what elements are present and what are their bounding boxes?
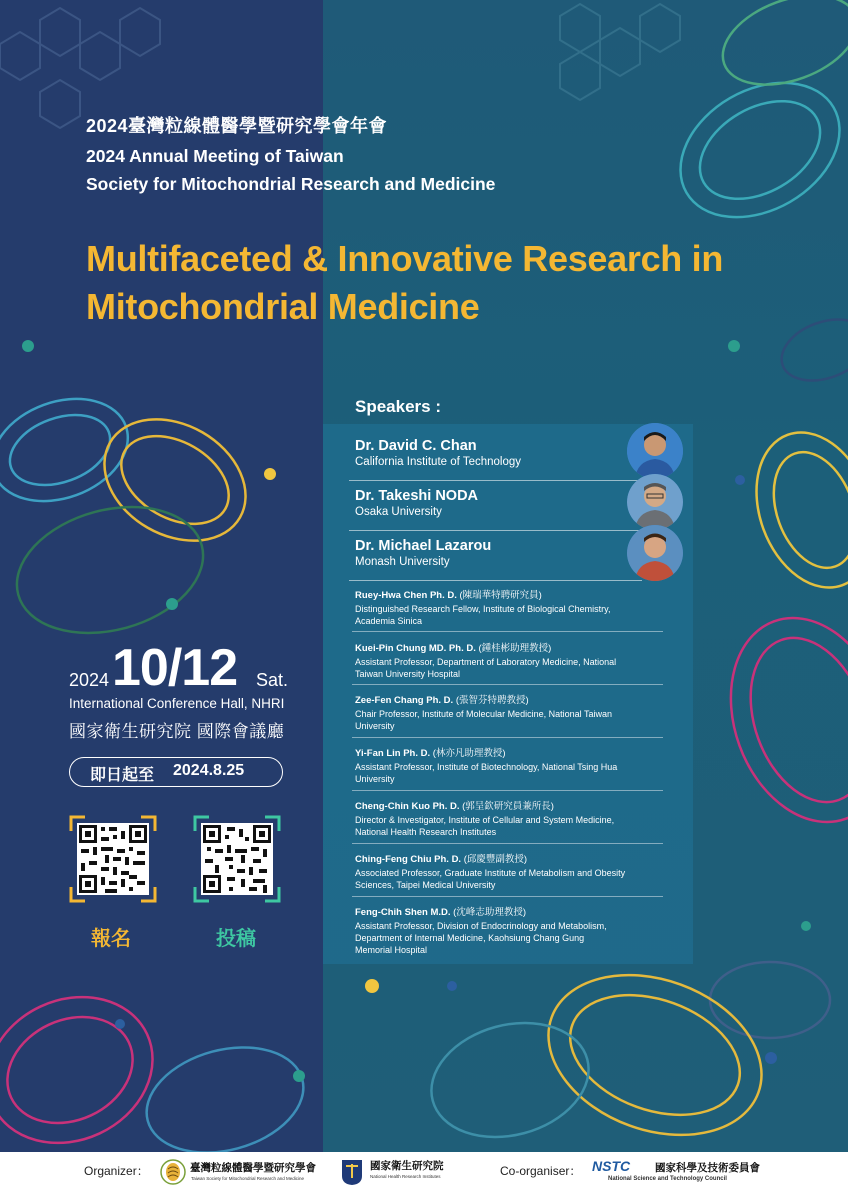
venue-zh: 國家衛生研究院 國際會議廳 [69, 722, 285, 741]
event-date: 10/12 [112, 639, 238, 697]
divider [352, 737, 663, 738]
speaker-affiliation: University [355, 774, 395, 784]
speaker-affiliation: Assistant Professor, Department of Laboratory Medicine, National [355, 657, 617, 667]
speaker-name: Dr. David C. Chan [355, 438, 477, 454]
speaker-affiliation: Chair Professor, Institute of Molecular Medicine, National Taiwan [355, 709, 612, 719]
main-title-line2: Mitochondrial Medicine [86, 286, 480, 327]
divider [352, 790, 663, 791]
speaker-affiliation: Monash University [355, 556, 450, 568]
register-qr-code[interactable] [69, 815, 157, 903]
speaker-affiliation: Associated Professor, Graduate Institute of Metabolism and Obesity [355, 868, 626, 878]
submit-label: 投稿 [216, 928, 256, 950]
keynote-speaker [355, 438, 655, 468]
divider [352, 684, 663, 685]
divider [349, 530, 642, 531]
invited-speaker [355, 692, 655, 732]
speaker-name: Feng-Chih Shen M.D. [355, 907, 451, 918]
divider [352, 896, 663, 897]
organizer-name-en: Taiwan Society for Mitochondrial Research and Medicine [191, 1176, 305, 1181]
nhri-logo-icon [340, 1158, 364, 1186]
hexagon-molecules-right [560, 4, 680, 100]
speaker-affiliation: California Institute of Technology [355, 456, 521, 468]
keynote-speaker [355, 538, 655, 568]
nhri-name-zh: 國家衛生研究院 [370, 1160, 444, 1172]
society-title-en-line1: 2024 Annual Meeting of Taiwan [86, 146, 344, 166]
coorganiser-label: Co-organiser： [500, 1164, 582, 1178]
society-title-en-line2: Society for Mitochondrial Research and Medicine [86, 174, 496, 194]
speaker-name-zh: (張智芬特聘教授) [455, 695, 529, 706]
invited-speaker [355, 640, 655, 680]
nstc-name-en: National Science and Technology Council [608, 1176, 727, 1182]
nstc-logo: NSTC [592, 1158, 631, 1174]
divider [352, 631, 663, 632]
speaker-affiliation: Department of Internal Medicine, Kaohsiung Chang Gung [355, 933, 585, 943]
speaker-photo-chan [627, 423, 683, 479]
divider [349, 580, 642, 581]
speaker-name: Kuei-Pin Chung MD. Ph. D. [355, 643, 476, 654]
main-title-line1: Multifaceted & Innovative Research in [86, 238, 724, 279]
qr-pattern [77, 823, 149, 895]
keynote-speaker [355, 488, 655, 518]
speaker-affiliation: Distinguished Research Fellow, Institute of Biological Chemistry, [355, 604, 611, 614]
speaker-affiliation: National Health Research Institutes [355, 827, 497, 837]
speaker-name: Zee-Fen Chang Ph. D. [355, 695, 454, 706]
speaker-name: Ruey-Hwa Chen Ph. D. [355, 590, 457, 601]
nstc-name-zh: 國家科學及技術委員會 [655, 1162, 760, 1174]
society-logo-icon [160, 1159, 186, 1185]
qr-pattern [201, 823, 273, 895]
society-title-zh: 2024臺灣粒線體醫學暨研究學會年會 [86, 116, 388, 136]
deadline-label: 即日起至 [90, 767, 155, 784]
invited-speaker [355, 587, 655, 627]
speaker-name-zh: (郭呈欽研究員兼所長) [462, 801, 554, 812]
invited-speaker [355, 851, 655, 891]
organizer-name-zh: 臺灣粒線體醫學暨研究學會 [190, 1162, 316, 1174]
divider [349, 480, 642, 481]
speaker-affiliation: Academia Sinica [355, 616, 423, 626]
submit-qr-code[interactable] [193, 815, 281, 903]
register-label: 報名 [91, 928, 131, 950]
speaker-affiliation: Assistant Professor, Institute of Biotechnology, National Tsing Hua [355, 762, 618, 772]
speaker-name-zh: (陳瑞華特聘研究員) [459, 590, 542, 601]
speaker-affiliation: Osaka University [355, 506, 442, 518]
speaker-photo-lazarou [627, 525, 683, 581]
speaker-name-zh: (邱慶豐副教授) [463, 854, 528, 865]
invited-speaker [355, 745, 655, 785]
speaker-affiliation: Sciences, Taipei Medical University [355, 880, 496, 890]
speaker-name: Ching-Feng Chiu Ph. D. [355, 854, 462, 865]
invited-speaker [355, 798, 655, 838]
speakers-heading: Speakers : [355, 397, 441, 416]
speaker-affiliation: Taiwan University Hospital [355, 669, 461, 679]
speaker-name-zh: (鍾桂彬助理教授) [478, 643, 552, 654]
speaker-affiliation: Memorial Hospital [355, 945, 428, 955]
speaker-name: Dr. Takeshi NODA [355, 488, 479, 504]
nhri-name-en: National Health Research Institutes [370, 1174, 441, 1179]
deadline-date: 2024.8.25 [173, 762, 245, 779]
speaker-name: Dr. Michael Lazarou [355, 538, 492, 554]
speaker-affiliation: Assistant Professor, Division of Endocrinology and Metabolism, [355, 921, 607, 931]
divider [352, 843, 663, 844]
event-day: Sat. [256, 670, 289, 690]
speaker-affiliation: University [355, 721, 395, 731]
event-year: 2024 [69, 670, 110, 690]
hexagon-molecules-left [0, 8, 160, 128]
invited-speaker [355, 904, 655, 956]
speaker-affiliation: Director & Investigator, Institute of Cellular and System Medicine, [355, 815, 615, 825]
venue-en: International Conference Hall, NHRI [69, 696, 285, 711]
speaker-name-zh: (林亦凡助理教授) [432, 748, 506, 759]
organizer-label: Organizer： [84, 1164, 149, 1178]
speaker-photo-noda [627, 474, 683, 530]
speaker-name: Cheng-Chin Kuo Ph. D. [355, 801, 460, 812]
speaker-name: Yi-Fan Lin Ph. D. [355, 748, 431, 759]
speaker-name-zh: (沈峰志助理教授) [453, 907, 526, 918]
